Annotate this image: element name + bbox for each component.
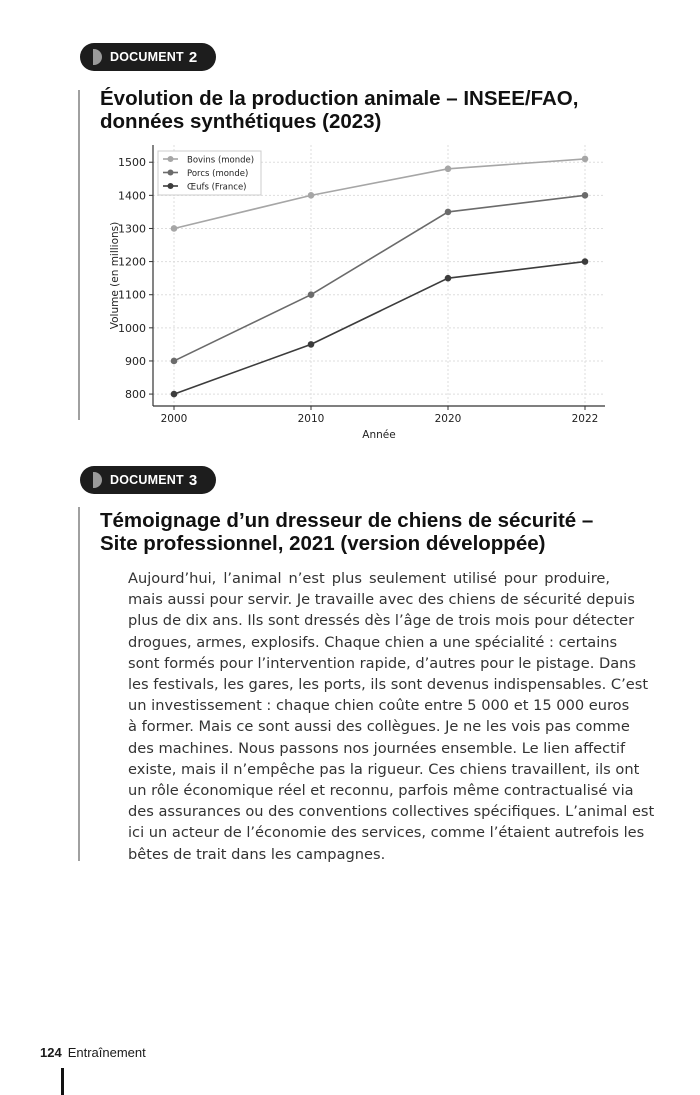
- data-point: [445, 166, 452, 173]
- badge-number: 2: [188, 48, 198, 66]
- text-line: un rôle économique réel et reconnu, parfois même contractualisé via: [128, 782, 634, 800]
- production-line-chart: [90, 140, 620, 440]
- data-point: [308, 341, 315, 348]
- text-line: plus de dix ans. Ils sont dressés dès l’âge de trois mois pour détecter: [128, 612, 635, 630]
- y-tick-label: 1000: [118, 321, 146, 335]
- document-3-badge: [80, 466, 216, 494]
- page-footer: [40, 1045, 146, 1060]
- text-line: existe, mais il n’empêche pas la rigueur. Ces chiens travaillent, ils ont: [128, 760, 640, 778]
- text-line: sont formés pour l’intervention rapide, d’autres pour le pistage. Dans: [128, 654, 637, 672]
- legend-label: Œufs (France): [187, 182, 247, 193]
- y-tick-label: 800: [125, 388, 146, 402]
- y-tick-label: 1300: [118, 222, 146, 236]
- half-circle-icon: [93, 49, 102, 65]
- legend-label: Porcs (monde): [187, 169, 249, 179]
- data-point: [308, 291, 315, 298]
- data-point: [582, 192, 589, 199]
- x-axis-label: Année: [362, 429, 396, 440]
- y-tick-label: 1500: [118, 156, 146, 170]
- text-line: des assurances ou des conventions collectives spécifiques. L’animal est: [128, 803, 655, 821]
- text-line: un investissement : chaque chien coûte entre 5 000 et 15 000 euros: [128, 697, 630, 715]
- data-point: [171, 225, 178, 232]
- document-2-side-rule: [78, 90, 80, 420]
- legend-marker: [168, 170, 174, 176]
- series-line: [174, 195, 585, 361]
- x-tick-label: 2020: [434, 413, 462, 425]
- badge-number: 3: [188, 471, 198, 489]
- legend-marker: [168, 156, 174, 162]
- text-line: mais aussi pour servir. Je travaille avec des chiens de sécurité depuis: [128, 591, 635, 609]
- text-line: à former. Mais ce sont aussi des collègues. Je ne les vois pas comme: [128, 718, 630, 736]
- document-3-title: [100, 509, 593, 555]
- x-tick-label: 2000: [160, 413, 188, 425]
- y-tick-label: 900: [125, 354, 146, 368]
- legend-label: Bovins (monde): [187, 155, 255, 166]
- text-line: les festivals, les gares, les ports, ils sont devenus indispensables. C’est: [128, 676, 649, 694]
- y-tick-label: 1200: [118, 255, 146, 269]
- x-tick-label: 2022: [571, 413, 599, 425]
- x-tick-label: 2010: [297, 413, 325, 425]
- title-line: Site professionnel, 2021 (version développée): [100, 532, 546, 555]
- text-line: ici un acteur de l’économie des services, comme l’étaient autrefois les: [128, 824, 645, 842]
- text-line: Aujourd’hui, l’animal n’est plus seulement utilisé pour produire,: [128, 570, 610, 587]
- document-3-side-rule: [78, 507, 80, 861]
- section-name: Entraînement: [67, 1045, 146, 1060]
- page-number: 124: [40, 1045, 62, 1060]
- title-line: données synthétiques (2023): [100, 110, 382, 133]
- y-tick-label: 1100: [118, 288, 146, 302]
- y-tick-label: 1400: [118, 189, 146, 203]
- title-line: Témoignage d’un dresseur de chiens de sécurité –: [100, 509, 594, 532]
- half-circle-icon: [93, 472, 102, 488]
- footer-rule: [61, 1068, 64, 1095]
- series-line: [174, 262, 585, 394]
- text-line: des machines. Nous passons nos journées ensemble. Le lien affectif: [128, 739, 626, 757]
- y-axis-label: Volume (en millions): [109, 221, 121, 330]
- data-point: [445, 275, 452, 282]
- data-point: [308, 192, 315, 199]
- document-2-title: [100, 87, 578, 133]
- data-point: [582, 156, 589, 163]
- text-line: bêtes de trait dans les campagnes.: [128, 845, 386, 863]
- legend-marker: [168, 183, 174, 189]
- badge-label: DOCUMENT: [110, 50, 184, 64]
- document-2-badge: [80, 43, 216, 71]
- badge-label: DOCUMENT: [110, 473, 184, 487]
- text-line: drogues, armes, explosifs. Chaque chien a une spécialité : certains: [128, 633, 618, 651]
- testimony-text: [128, 568, 655, 865]
- data-point: [171, 358, 178, 365]
- title-line: Évolution de la production animale – INSEE/FAO,: [100, 87, 579, 110]
- data-point: [582, 258, 589, 265]
- data-point: [171, 391, 178, 398]
- data-point: [445, 209, 452, 216]
